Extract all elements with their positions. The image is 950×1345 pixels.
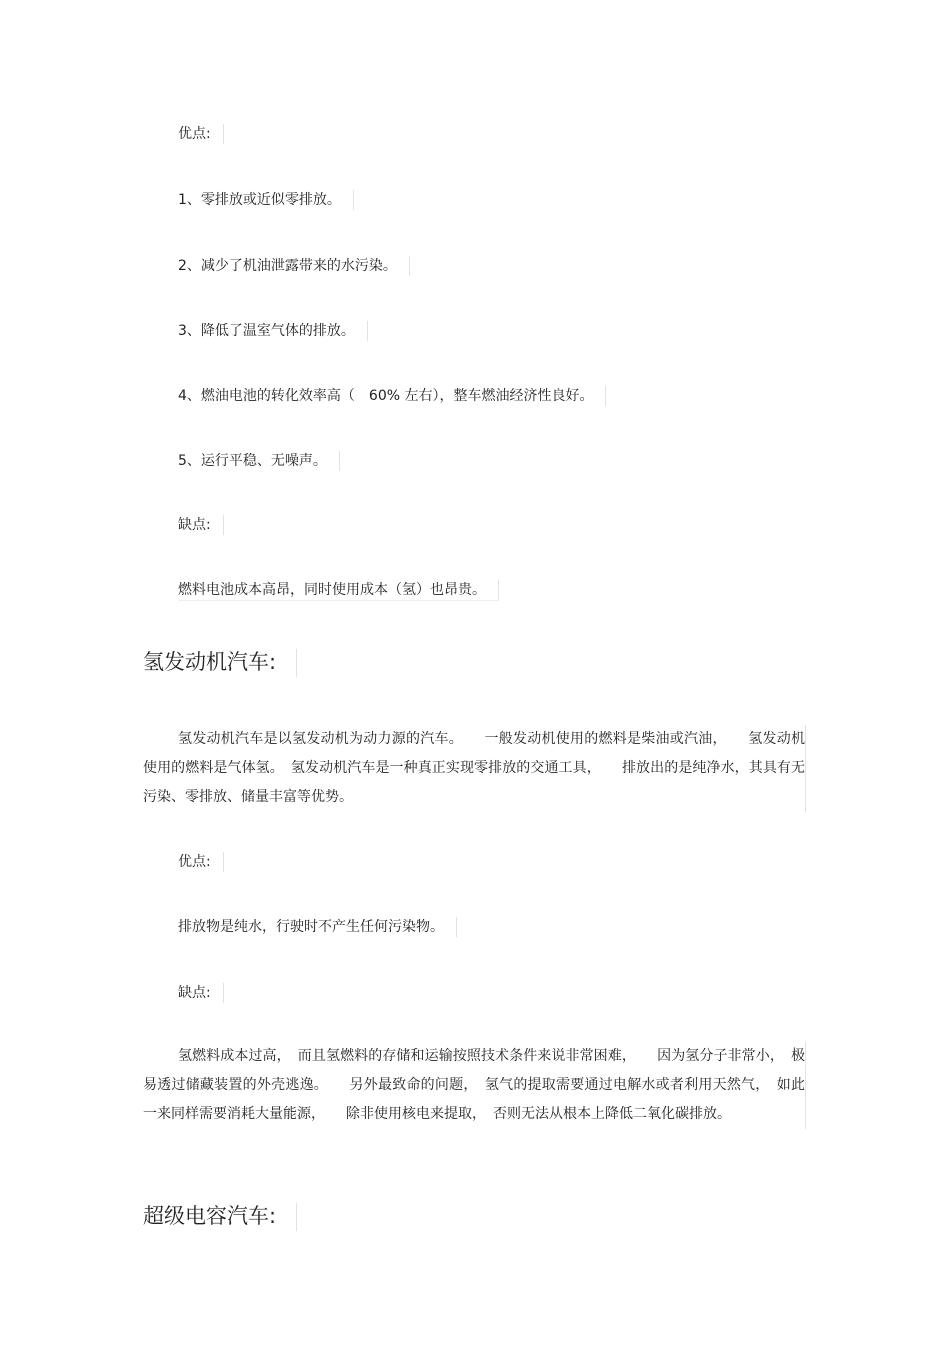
margin-marker xyxy=(296,1203,297,1231)
fuel-cell-pro-item-5: 5、运行平稳、无噪声。 xyxy=(178,451,340,471)
fuel-cell-pros-label: 优点: xyxy=(178,124,224,144)
margin-marker xyxy=(223,983,224,1003)
hydrogen-engine-cons-text: 氢燃料成本过高， 而且氢燃料的存储和运输按照技术条件来说非常困难， 因为氢分子非常小， 极易透过储藏装置的外壳逃逸。 另外最致命的问题， 氢气的提取需要通过电解水或者利用天然气， 如此一来同样需要消耗大量能源， 除非使用核电来提取， 否则无法从根本上降低二氧化碳排放。 xyxy=(143,1042,806,1129)
margin-marker xyxy=(223,852,224,872)
margin-marker xyxy=(223,515,224,535)
hydrogen-engine-cons-label: 缺点: xyxy=(178,983,224,1003)
fuel-cell-pro-item-2: 2、减少了机油泄露带来的水污染。 xyxy=(178,256,410,276)
margin-marker xyxy=(498,580,499,600)
fuel-cell-pro-item-4: 4、燃油电池的转化效率高（ 60% 左右），整车燃油经济性良好。 xyxy=(178,386,606,406)
fuel-cell-cons-text: 燃料电池成本高昂，同时使用成本（氢）也昂贵。 xyxy=(178,580,499,601)
margin-marker xyxy=(296,649,297,677)
hydrogen-engine-intro: 氢发动机汽车是以氢发动机为动力源的汽车。 一般发动机使用的燃料是柴油或汽油， 氢发动机使用的燃料是气体氢。 氢发动机汽车是一种真正实现零排放的交通工具， 排放出的是纯净水，其具有无污染、零排放、储量丰富等优势。 xyxy=(143,725,806,812)
margin-marker xyxy=(605,386,606,406)
fuel-cell-pro-item-1: 1、零排放或近似零排放。 xyxy=(178,190,354,210)
margin-marker xyxy=(367,321,368,341)
margin-marker xyxy=(409,256,410,276)
margin-marker xyxy=(339,451,340,471)
margin-marker xyxy=(456,917,457,937)
supercapacitor-heading: 超级电容汽车: xyxy=(143,1203,297,1231)
hydrogen-engine-pros-text: 排放物是纯水，行驶时不产生任何污染物。 xyxy=(178,917,457,937)
fuel-cell-cons-label: 缺点: xyxy=(178,515,224,535)
margin-marker xyxy=(353,190,354,210)
margin-marker xyxy=(223,124,224,144)
hydrogen-engine-pros-label: 优点: xyxy=(178,852,224,872)
hydrogen-engine-heading: 氢发动机汽车: xyxy=(143,649,297,677)
fuel-cell-pro-item-3: 3、降低了温室气体的排放。 xyxy=(178,321,368,341)
